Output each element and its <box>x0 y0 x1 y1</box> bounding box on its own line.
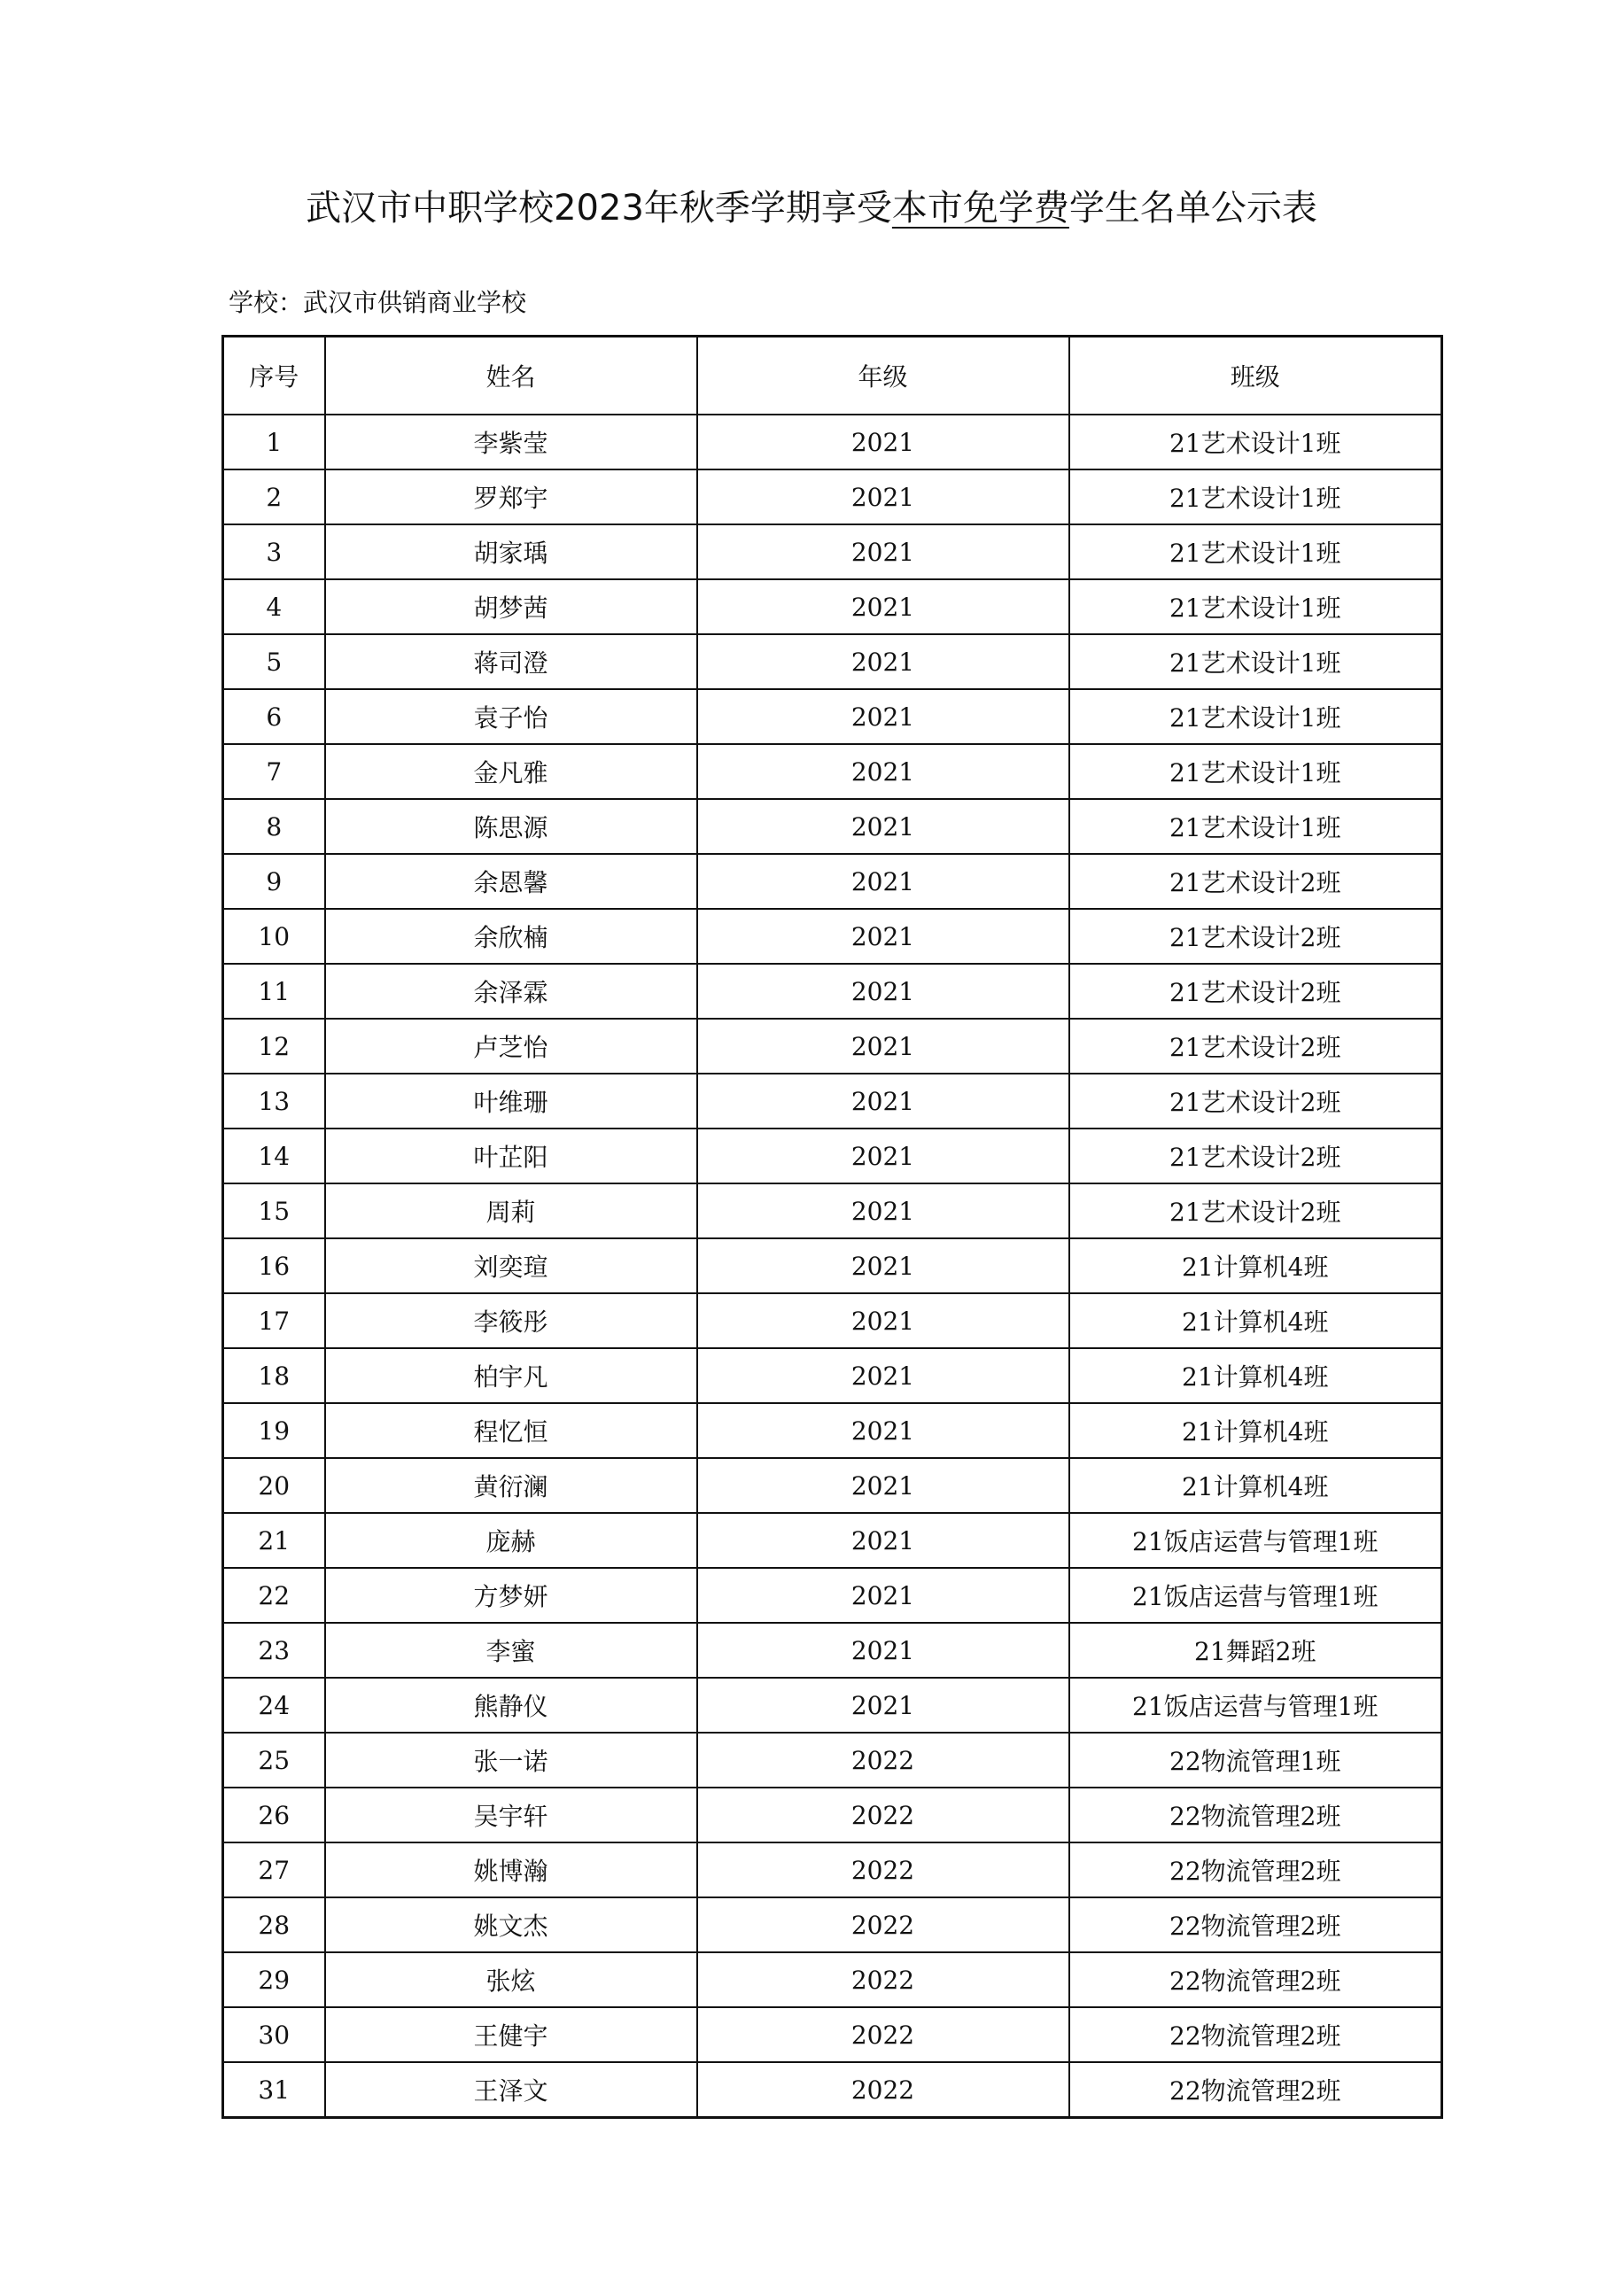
table-row <box>223 1733 1442 1788</box>
cell-grade: 2021 <box>697 1019 1069 1074</box>
cell-index: 30 <box>223 2007 325 2062</box>
cell-class: 22物流管理2班 <box>1069 1952 1442 2007</box>
cell-class: 21计算机4班 <box>1069 1403 1442 1458</box>
table-row <box>223 1129 1442 1183</box>
cell-name: 胡家瑀 <box>325 524 697 579</box>
cell-index: 23 <box>223 1623 325 1678</box>
cell-index: 19 <box>223 1403 325 1458</box>
cell-index: 10 <box>223 909 325 964</box>
cell-name: 余欣楠 <box>325 909 697 964</box>
cell-grade: 2022 <box>697 1733 1069 1788</box>
cell-grade: 2021 <box>697 1678 1069 1733</box>
cell-grade: 2021 <box>697 909 1069 964</box>
cell-class: 21计算机4班 <box>1069 1293 1442 1348</box>
cell-name: 张炫 <box>325 1952 697 2007</box>
title-highlight: 本市免学费 <box>891 188 1069 229</box>
cell-grade: 2021 <box>697 415 1069 469</box>
cell-grade: 2022 <box>697 2062 1069 2118</box>
cell-index: 17 <box>223 1293 325 1348</box>
cell-index: 6 <box>223 689 325 744</box>
cell-name: 张一诺 <box>325 1733 697 1788</box>
cell-index: 29 <box>223 1952 325 2007</box>
cell-class: 21计算机4班 <box>1069 1348 1442 1403</box>
cell-name: 李蜜 <box>325 1623 697 1678</box>
header-index: 序号 <box>223 337 325 415</box>
cell-class: 21饭店运营与管理1班 <box>1069 1678 1442 1733</box>
cell-class: 22物流管理2班 <box>1069 1897 1442 1952</box>
cell-class: 21计算机4班 <box>1069 1238 1442 1293</box>
cell-name: 姚文杰 <box>325 1897 697 1952</box>
title-suffix: 学生名单公示表 <box>1068 188 1317 229</box>
table-row <box>223 579 1442 634</box>
cell-index: 21 <box>223 1513 325 1568</box>
title-prefix: 武汉市中职学校2023年秋季学期享受 <box>306 188 892 229</box>
cell-grade: 2021 <box>697 1623 1069 1678</box>
cell-grade: 2021 <box>697 1348 1069 1403</box>
cell-name: 陈思源 <box>325 799 697 854</box>
cell-index: 13 <box>223 1074 325 1129</box>
cell-index: 8 <box>223 799 325 854</box>
cell-index: 9 <box>223 854 325 909</box>
cell-grade: 2021 <box>697 1238 1069 1293</box>
cell-grade: 2021 <box>697 469 1069 524</box>
cell-name: 蒋司澄 <box>325 634 697 689</box>
cell-grade: 2021 <box>697 1293 1069 1348</box>
table-row <box>223 689 1442 744</box>
cell-name: 胡梦茜 <box>325 579 697 634</box>
cell-name: 程忆恒 <box>325 1403 697 1458</box>
cell-name: 李筱彤 <box>325 1293 697 1348</box>
cell-grade: 2022 <box>697 2007 1069 2062</box>
cell-class: 21艺术设计2班 <box>1069 909 1442 964</box>
cell-grade: 2022 <box>697 1788 1069 1842</box>
cell-grade: 2021 <box>697 1074 1069 1129</box>
table-header-row <box>223 337 1442 415</box>
cell-name: 金凡雅 <box>325 744 697 799</box>
cell-grade: 2021 <box>697 799 1069 854</box>
cell-class: 21艺术设计2班 <box>1069 1074 1442 1129</box>
cell-class: 22物流管理2班 <box>1069 1842 1442 1897</box>
student-roster-table <box>221 335 1443 2119</box>
cell-grade: 2022 <box>697 1897 1069 1952</box>
cell-name: 叶芷阳 <box>325 1129 697 1183</box>
cell-grade: 2022 <box>697 1842 1069 1897</box>
table-row <box>223 1623 1442 1678</box>
cell-grade: 2021 <box>697 689 1069 744</box>
cell-index: 26 <box>223 1788 325 1842</box>
cell-grade: 2021 <box>697 1129 1069 1183</box>
cell-class: 21饭店运营与管理1班 <box>1069 1513 1442 1568</box>
cell-grade: 2021 <box>697 854 1069 909</box>
cell-index: 14 <box>223 1129 325 1183</box>
cell-index: 24 <box>223 1678 325 1733</box>
cell-index: 12 <box>223 1019 325 1074</box>
cell-name: 罗郑宇 <box>325 469 697 524</box>
cell-name: 王泽文 <box>325 2062 697 2118</box>
cell-name: 方梦妍 <box>325 1568 697 1623</box>
cell-grade: 2021 <box>697 964 1069 1019</box>
cell-index: 16 <box>223 1238 325 1293</box>
table-row <box>223 415 1442 469</box>
cell-index: 31 <box>223 2062 325 2118</box>
table-row <box>223 1074 1442 1129</box>
cell-class: 21艺术设计1班 <box>1069 799 1442 854</box>
cell-index: 15 <box>223 1183 325 1238</box>
cell-class: 21艺术设计1班 <box>1069 744 1442 799</box>
table-row <box>223 1897 1442 1952</box>
cell-name: 卢芝怡 <box>325 1019 697 1074</box>
cell-name: 黄衍澜 <box>325 1458 697 1513</box>
cell-class: 21艺术设计1班 <box>1069 415 1442 469</box>
cell-index: 28 <box>223 1897 325 1952</box>
cell-class: 21艺术设计2班 <box>1069 1183 1442 1238</box>
cell-index: 11 <box>223 964 325 1019</box>
cell-class: 21艺术设计2班 <box>1069 854 1442 909</box>
header-name: 姓名 <box>325 337 697 415</box>
cell-index: 2 <box>223 469 325 524</box>
table-row <box>223 634 1442 689</box>
table-row <box>223 744 1442 799</box>
cell-class: 21艺术设计1班 <box>1069 634 1442 689</box>
cell-index: 7 <box>223 744 325 799</box>
table-row <box>223 1788 1442 1842</box>
cell-index: 20 <box>223 1458 325 1513</box>
table-row <box>223 1293 1442 1348</box>
cell-grade: 2021 <box>697 1513 1069 1568</box>
cell-name: 庞赫 <box>325 1513 697 1568</box>
cell-class: 22物流管理2班 <box>1069 1788 1442 1842</box>
table-row <box>223 1403 1442 1458</box>
cell-name: 王健宇 <box>325 2007 697 2062</box>
table-row <box>223 1842 1442 1897</box>
cell-name: 袁子怡 <box>325 689 697 744</box>
cell-name: 周莉 <box>325 1183 697 1238</box>
header-class: 班级 <box>1069 337 1442 415</box>
table-row <box>223 2062 1442 2118</box>
cell-grade: 2021 <box>697 744 1069 799</box>
cell-class: 22物流管理2班 <box>1069 2062 1442 2118</box>
cell-index: 4 <box>223 579 325 634</box>
school-name: 学校：武汉市供销商业学校 <box>229 288 527 317</box>
cell-grade: 2021 <box>697 634 1069 689</box>
cell-class: 21艺术设计2班 <box>1069 964 1442 1019</box>
table-row <box>223 1678 1442 1733</box>
table-row <box>223 854 1442 909</box>
cell-index: 3 <box>223 524 325 579</box>
header-grade: 年级 <box>697 337 1069 415</box>
table-row <box>223 799 1442 854</box>
table-row <box>223 1952 1442 2007</box>
table-row <box>223 1348 1442 1403</box>
cell-index: 1 <box>223 415 325 469</box>
table-row <box>223 524 1442 579</box>
cell-index: 22 <box>223 1568 325 1623</box>
cell-index: 25 <box>223 1733 325 1788</box>
cell-name: 李紫莹 <box>325 415 697 469</box>
cell-name: 柏宇凡 <box>325 1348 697 1403</box>
cell-class: 21计算机4班 <box>1069 1458 1442 1513</box>
cell-index: 18 <box>223 1348 325 1403</box>
table-row <box>223 469 1442 524</box>
cell-class: 21艺术设计1班 <box>1069 469 1442 524</box>
table-row <box>223 1568 1442 1623</box>
table-body <box>223 415 1442 2118</box>
cell-class: 21艺术设计2班 <box>1069 1129 1442 1183</box>
cell-name: 姚博瀚 <box>325 1842 697 1897</box>
table-row <box>223 1458 1442 1513</box>
cell-class: 21舞蹈2班 <box>1069 1623 1442 1678</box>
cell-class: 22物流管理1班 <box>1069 1733 1442 1788</box>
cell-class: 21艺术设计1班 <box>1069 524 1442 579</box>
table-row <box>223 1513 1442 1568</box>
cell-grade: 2021 <box>697 1403 1069 1458</box>
cell-name: 吴宇轩 <box>325 1788 697 1842</box>
cell-grade: 2022 <box>697 1952 1069 2007</box>
table-row <box>223 1019 1442 1074</box>
cell-name: 余恩馨 <box>325 854 697 909</box>
cell-index: 27 <box>223 1842 325 1897</box>
table-row <box>223 1183 1442 1238</box>
cell-class: 21饭店运营与管理1班 <box>1069 1568 1442 1623</box>
table-row <box>223 2007 1442 2062</box>
cell-grade: 2021 <box>697 524 1069 579</box>
cell-class: 21艺术设计2班 <box>1069 1019 1442 1074</box>
cell-grade: 2021 <box>697 1183 1069 1238</box>
cell-grade: 2021 <box>697 1458 1069 1513</box>
cell-class: 22物流管理2班 <box>1069 2007 1442 2062</box>
cell-class: 21艺术设计1班 <box>1069 579 1442 634</box>
cell-grade: 2021 <box>697 579 1069 634</box>
cell-class: 21艺术设计1班 <box>1069 689 1442 744</box>
page-title <box>0 182 1623 235</box>
cell-name: 余泽霖 <box>325 964 697 1019</box>
table-row <box>223 964 1442 1019</box>
table-row <box>223 909 1442 964</box>
cell-name: 叶维珊 <box>325 1074 697 1129</box>
cell-index: 5 <box>223 634 325 689</box>
cell-name: 熊静仪 <box>325 1678 697 1733</box>
table-row <box>223 1238 1442 1293</box>
cell-grade: 2021 <box>697 1568 1069 1623</box>
cell-name: 刘奕瑄 <box>325 1238 697 1293</box>
